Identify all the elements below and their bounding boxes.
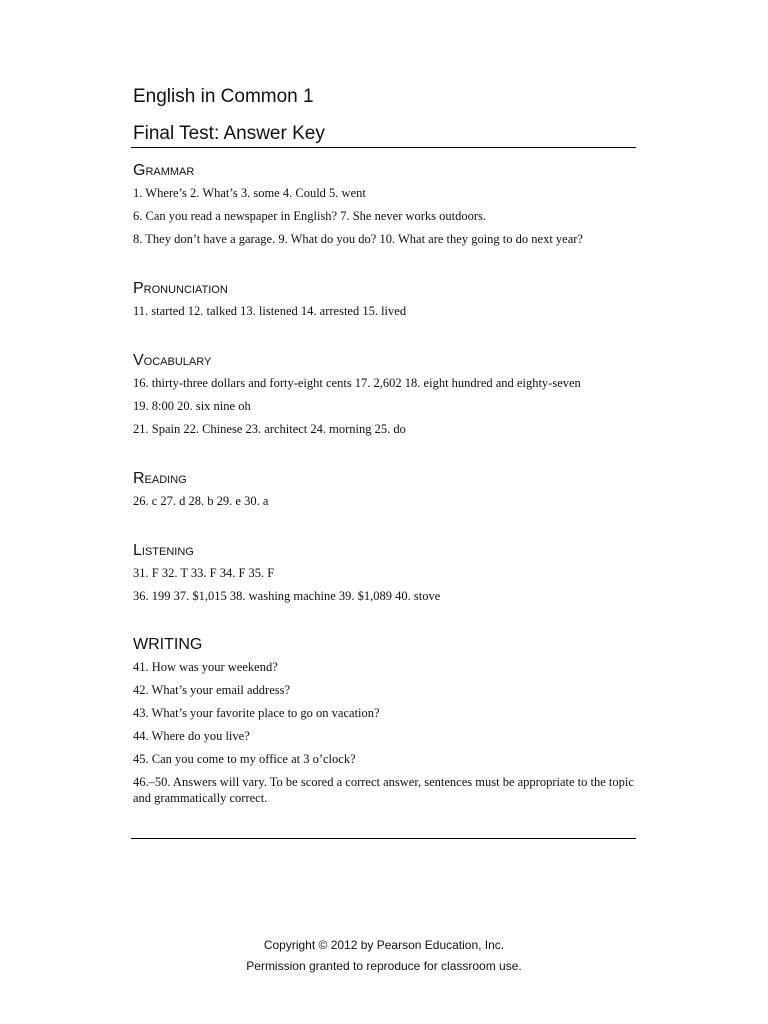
writing-line-6: 46.–50. Answers will vary. To be scored a correct answer, sentences must be appropriate to the topic and grammatically correct. (133, 775, 634, 805)
grammar-heading: Grammar (133, 162, 195, 179)
listening-line-1: 31. F 32. T 33. F 34. F 35. F (133, 566, 275, 580)
vocabulary-line-3: 21. Spain 22. Chinese 23. architect 24. morning 25. do (133, 422, 406, 436)
writing-heading: WRITING (133, 636, 203, 653)
reading-section (133, 470, 636, 516)
content-bottom-divider (131, 838, 636, 839)
document-subtitle: Final Test: Answer Key (133, 123, 325, 144)
answer-key-page (133, 0, 636, 1024)
writing-line-4: 44. Where do you live? (133, 729, 250, 743)
pronunciation-section (133, 280, 636, 326)
reading-heading: Reading (133, 470, 187, 487)
writing-line-5: 45. Can you come to my office at 3 o’clock? (133, 752, 356, 766)
copyright-notice: Copyright © 2012 by Pearson Education, Inc. (263, 938, 505, 952)
writing-line-2: 42. What’s your email address? (133, 683, 291, 697)
pronunciation-line-1: 11. started 12. talked 13. listened 14. arrested 15. lived (133, 304, 407, 318)
listening-section (133, 542, 636, 611)
reading-line-1: 26. c 27. d 28. b 29. e 30. a (133, 494, 269, 508)
vocabulary-section (133, 352, 636, 444)
vocabulary-line-2: 19. 8:00 20. six nine oh (133, 399, 251, 413)
listening-line-2: 36. 199 37. $1,015 38. washing machine 39. $1,089 40. stove (133, 589, 441, 603)
grammar-line-2: 6. Can you read a newspaper in English? 7. She never works outdoors. (133, 209, 487, 223)
grammar-line-3: 8. They don’t have a garage. 9. What do you do? 10. What are they going to do next year? (133, 232, 583, 246)
grammar-line-1: 1. Where’s 2. What’s 3. some 4. Could 5. went (133, 186, 366, 200)
pronunciation-heading: Pronunciation (133, 280, 228, 297)
permission-notice: Permission granted to reproduce for classroom use. (246, 959, 522, 973)
vocabulary-heading: Vocabulary (133, 352, 212, 369)
vocabulary-line-1: 16. thirty-three dollars and forty-eight cents 17. 2,602 18. eight hundred and eighty-seven (133, 376, 581, 390)
writing-line-1: 41. How was your weekend? (133, 660, 278, 674)
writing-section (133, 636, 636, 813)
listening-heading: Listening (133, 542, 194, 559)
writing-line-3: 43. What’s your favorite place to go on vacation? (133, 706, 380, 720)
grammar-section (133, 162, 636, 254)
header-divider (131, 147, 636, 148)
document-title: English in Common 1 (133, 86, 314, 107)
